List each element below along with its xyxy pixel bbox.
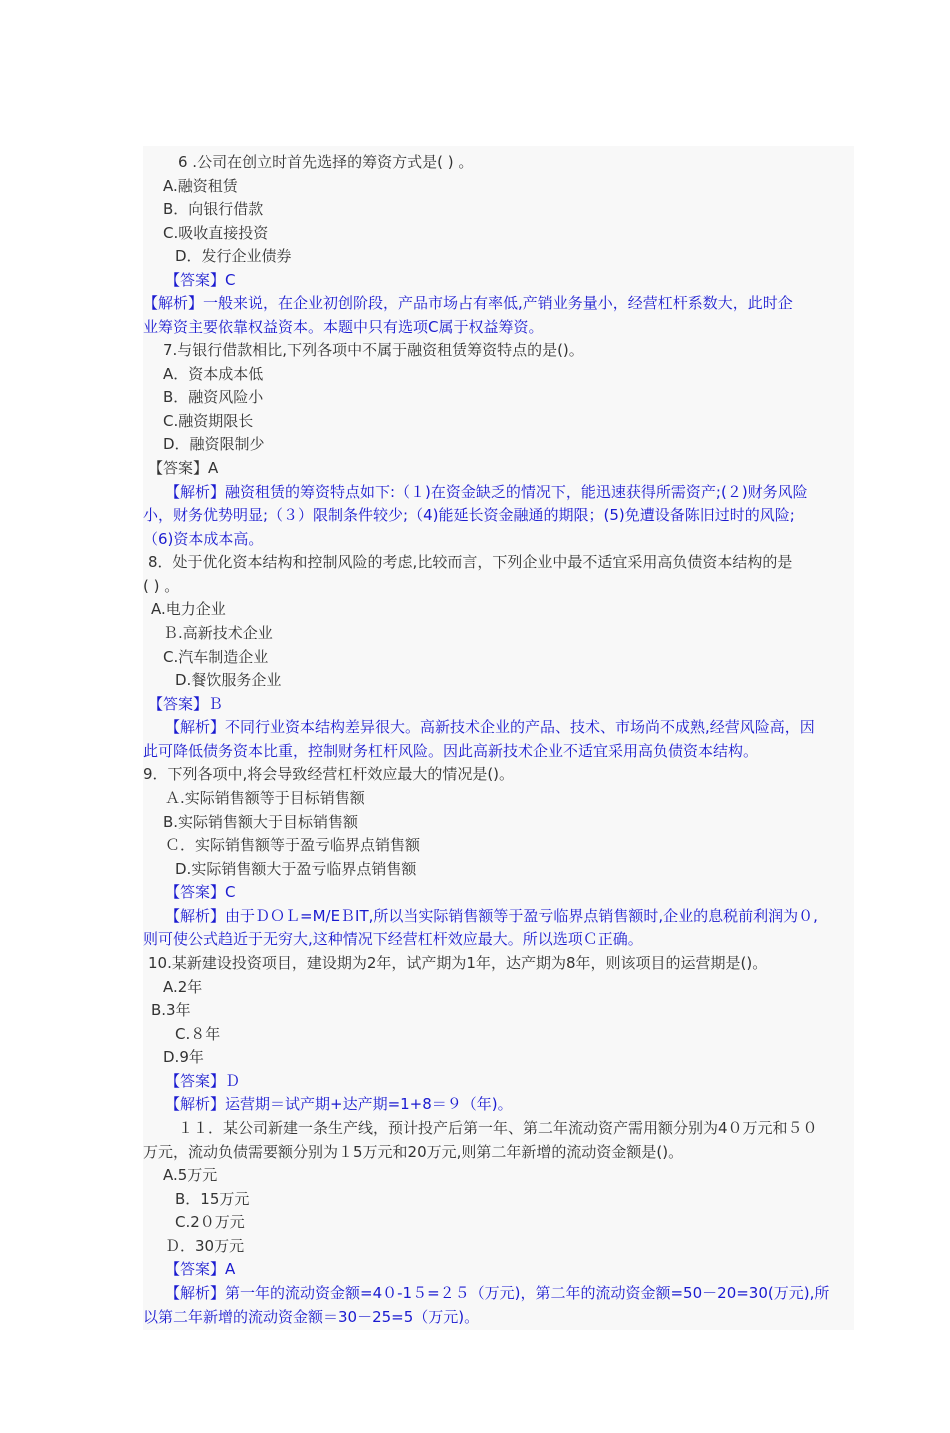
- document-page: [143, 146, 854, 1330]
- question-7-analysis-line-3: （6)资本成本高。: [143, 530, 264, 548]
- question-6-analysis-line-1: 【解析】一般来说，在企业初创阶段，产品市场占有率低,产销业务量小，经营杠杆系数大，此时企: [143, 294, 793, 312]
- question-9-stem: 9．下列各项中,将会导致经营杠杆效应最大的情况是()。: [143, 765, 515, 783]
- question-7-answer: 【答案】A: [148, 459, 219, 477]
- question-6-option-d: D．发行企业债券: [175, 247, 292, 265]
- question-7-stem: 7.与银行借款相比,下列各项中不属于融资租赁筹资特点的是()。: [163, 341, 584, 359]
- question-10-option-b: B.3年: [151, 1001, 191, 1019]
- question-11-option-b: B．15万元: [175, 1190, 250, 1208]
- question-11-option-a: A.5万元: [163, 1166, 218, 1184]
- question-8-option-c: C.汽车制造企业: [163, 648, 269, 666]
- question-11-answer: 【答案】A: [165, 1260, 236, 1278]
- question-7-analysis-line-1: 【解析】融资租赁的筹资特点如下:（１)在资金缺乏的情况下，能迅速获得所需资产;(２)财务风险: [165, 483, 808, 501]
- question-11-stem-line-2: 万元，流动负债需要额分别为１5万元和20万元,则第二年新增的流动资金额是()。: [143, 1143, 684, 1161]
- question-8-analysis-line-1: 【解析】不同行业资本结构差异很大。高新技术企业的产品、技术、市场尚不成熟,经营风险高，因: [165, 718, 815, 736]
- question-9-analysis-line-1: 【解析】由于ＤＯＬ=M/EＢIT,所以当实际销售额等于盈亏临界点销售额时,企业的息税前利润为０,: [165, 907, 818, 925]
- question-8-option-d: D.餐饮服务企业: [175, 671, 282, 689]
- question-8-stem-line-1: 8．处于优化资本结构和控制风险的考虑,比较而言，下列企业中最不适宜采用高负债资本结构的是: [148, 553, 793, 571]
- question-9-option-a: Ａ.实际销售额等于目标销售额: [165, 789, 365, 807]
- question-9-option-c: Ｃ．实际销售额等于盈亏临界点销售额: [165, 836, 421, 854]
- question-10-option-a: A.2年: [163, 978, 203, 996]
- question-6-option-a: A.融资租赁: [163, 177, 238, 195]
- question-10-option-d: D.9年: [163, 1048, 204, 1066]
- question-11-option-d: Ｄ．30万元: [165, 1237, 245, 1255]
- question-7-option-d: D．融资限制少: [163, 435, 265, 453]
- question-7-option-c: C.融资期限长: [163, 412, 254, 430]
- question-9-analysis-line-2: 则可使公式趋近于无穷大,这种情况下经营杠杆效应最大。所以选项Ｃ正确。: [143, 930, 643, 948]
- question-11-option-c: C.2０万元: [175, 1213, 245, 1231]
- question-11-analysis-line-2: 以第二年新增的流动资金额＝30－25=5（万元)。: [143, 1308, 480, 1326]
- question-6-option-b: B．向银行借款: [163, 200, 264, 218]
- question-11-stem-line-1: １１．某公司新建一条生产线，预计投产后第一年、第二年流动资产需用额分别为4０万元和５０: [178, 1119, 818, 1137]
- question-9-option-d: D.实际销售额大于盈亏临界点销售额: [175, 860, 417, 878]
- question-10-answer: 【答案】Ｄ: [165, 1072, 241, 1090]
- question-10-option-c: C.８年: [175, 1025, 221, 1043]
- question-6-answer: 【答案】C: [165, 271, 236, 289]
- question-9-option-b: B.实际销售额大于目标销售额: [163, 813, 359, 831]
- question-9-answer: 【答案】C: [165, 883, 236, 901]
- question-8-analysis-line-2: 此可降低债务资本比重，控制财务杠杆风险。因此高新技术企业不适宜采用高负债资本结构。: [143, 742, 759, 760]
- question-6-analysis-line-2: 业筹资主要依靠权益资本。本题中只有选项C属于权益筹资。: [143, 318, 544, 336]
- question-6-option-c: C.吸收直接投资: [163, 224, 269, 242]
- question-6-stem: 6 .公司在创立时首先选择的筹资方式是( ) 。: [178, 153, 474, 171]
- question-8-stem-line-2: ( ) 。: [143, 577, 180, 595]
- question-10-analysis: 【解析】运营期＝试产期+达产期=1+8＝９（年)。: [165, 1095, 513, 1113]
- question-8-option-a: A.电力企业: [151, 600, 226, 618]
- question-8-option-b: Ｂ.高新技术企业: [163, 624, 273, 642]
- question-11-analysis-line-1: 【解析】第一年的流动资金额=4０-1５=２５（万元)，第二年的流动资金额=50－20=30(万元),所: [165, 1284, 830, 1302]
- question-7-option-a: A．资本成本低: [163, 365, 264, 383]
- question-7-analysis-line-2: 小，财务优势明显;（３）限制条件较少;（4)能延长资金融通的期限；(5)免遭设备陈旧过时的风险;: [143, 506, 795, 524]
- question-8-answer: 【答案】Ｂ: [148, 695, 224, 713]
- question-10-stem: 10.某新建设投资项目，建设期为2年，试产期为1年，达产期为8年，则该项目的运营期是()。: [148, 954, 768, 972]
- question-7-option-b: B．融资风险小: [163, 388, 264, 406]
